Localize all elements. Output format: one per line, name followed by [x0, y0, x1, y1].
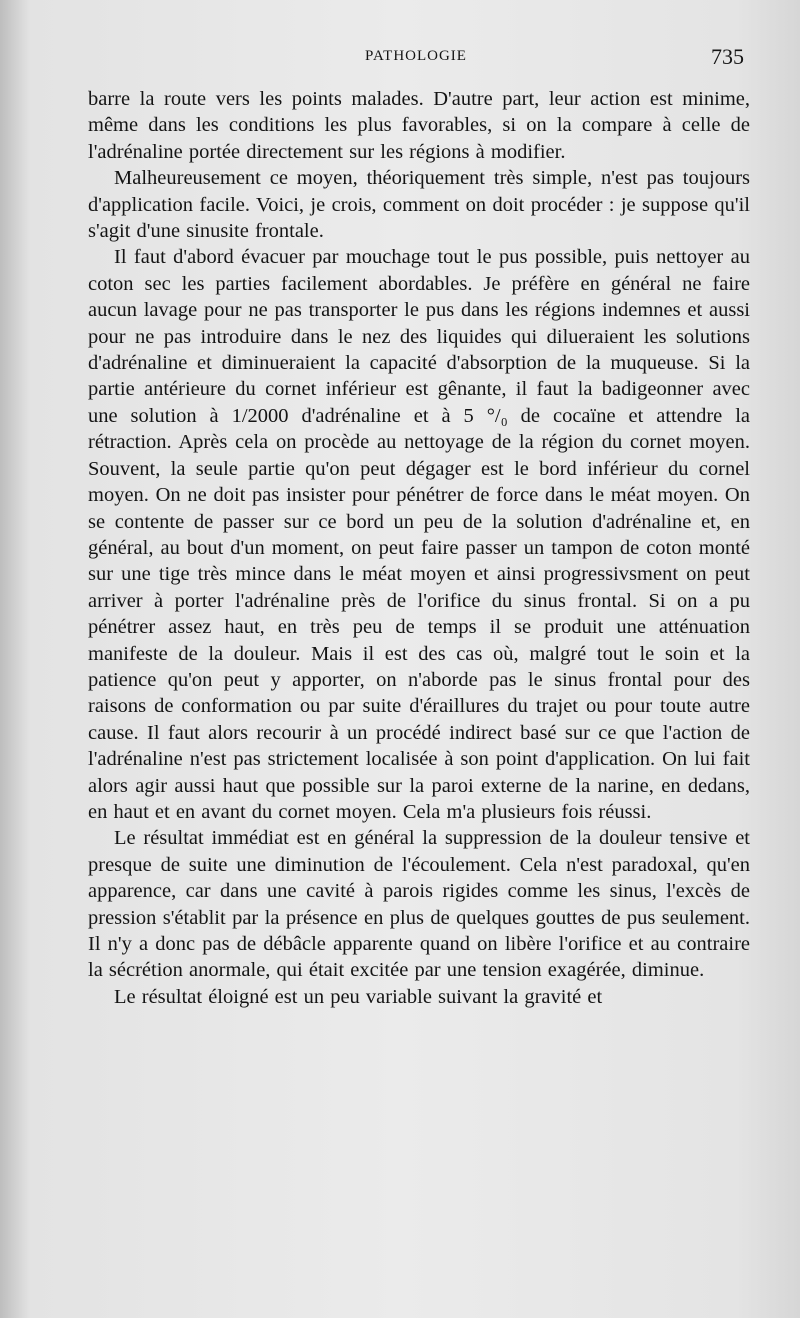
running-title: PATHOLOGIE: [365, 48, 467, 64]
paragraph-5: Le résultat éloigné est un peu variable suivant la gravité et: [114, 985, 603, 1008]
page-number: 735: [711, 44, 744, 69]
paragraph-1: barre la route vers les points malades. D'autre part, leur action est minime, même dans les conditions les plus favorables, si on la compare à celle de l'adrénaline portée directement sur les régions à modifier.: [88, 88, 750, 163]
paragraph-2: Malheureusement ce moyen, théoriquement très simple, n'est pas toujours d'application facile. Voici, je crois, comment on doit procéder : je suppose qu'il s'agit d'une sinusite frontale.: [88, 167, 750, 243]
body-text: [88, 86, 750, 1010]
page-header: [88, 44, 744, 76]
paragraph-3: Il faut d'abord évacuer par mouchage tout le pus possible, puis nettoyer au coton sec les parties facilement abordables. Je préfère en général ne faire aucun lavage pour ne pas transporter le pus dans les régions indemnes et aussi pour ne pas introduire dans le nez des liquides qui dilueraient les solutions d'adrénaline et diminueraient la capacité d'absorption de la muqueuse. Si la partie antérieure du cornet inférieur est gênante, il faut la badigeonner avec une solution à 1/2000 d'adrénaline et à 5 °/₀ de cocaïne et attendre la rétraction. Après cela on procède au nettoyage de la région du cornet moyen. Souvent, la seule partie qu'on peut dégager est le bord inférieur du cornel moyen. On ne doit pas insister pour pénétrer de force dans le méat moyen. On se contente de passer sur ce bord un peu de la solution d'adrénaline et, en général, au bout d'un moment, on peut faire passer un tampon de coton monté sur une tige très mince dans le méat moyen et ainsi progressivsment on peut arriver à porter l'adrénaline près de l'orifice du sinus frontal. Si on a pu pénétrer assez haut, en très peu de temps il se produit une atténuation manifeste de la douleur. Mais il est des cas où, malgré tout le soin et la patience qu'on peut y apporter, on n'aborde pas le sinus frontal pour des raisons de conformation ou par suite d'éraillures du trajet ou pour toute autre cause. Il faut alors recourir à un procédé indirect basé sur ce que l'action de l'adrénaline n'est pas strictement localisée à son point d'application. On lui fait alors agir aussi haut que possible sur la paroi externe de la narine, en dedans, en haut et en avant du cornet moyen. Cela m'a plusieurs fois réussi.: [88, 246, 750, 823]
paragraph-4: Le résultat immédiat est en général la suppression de la douleur tensive et presque de suite une diminution de l'écoulement. Cela n'est paradoxal, qu'en apparence, car dans une cavité à parois rigides comme les sinus, l'excès de pression s'établit par la présence en plus de quelques gouttes de pus seulement. Il n'y a donc pas de débâcle apparente quand on libère l'orifice et au contraire la sécrétion anormale, qui était excitée par une tension exagérée, diminue.: [88, 827, 750, 982]
